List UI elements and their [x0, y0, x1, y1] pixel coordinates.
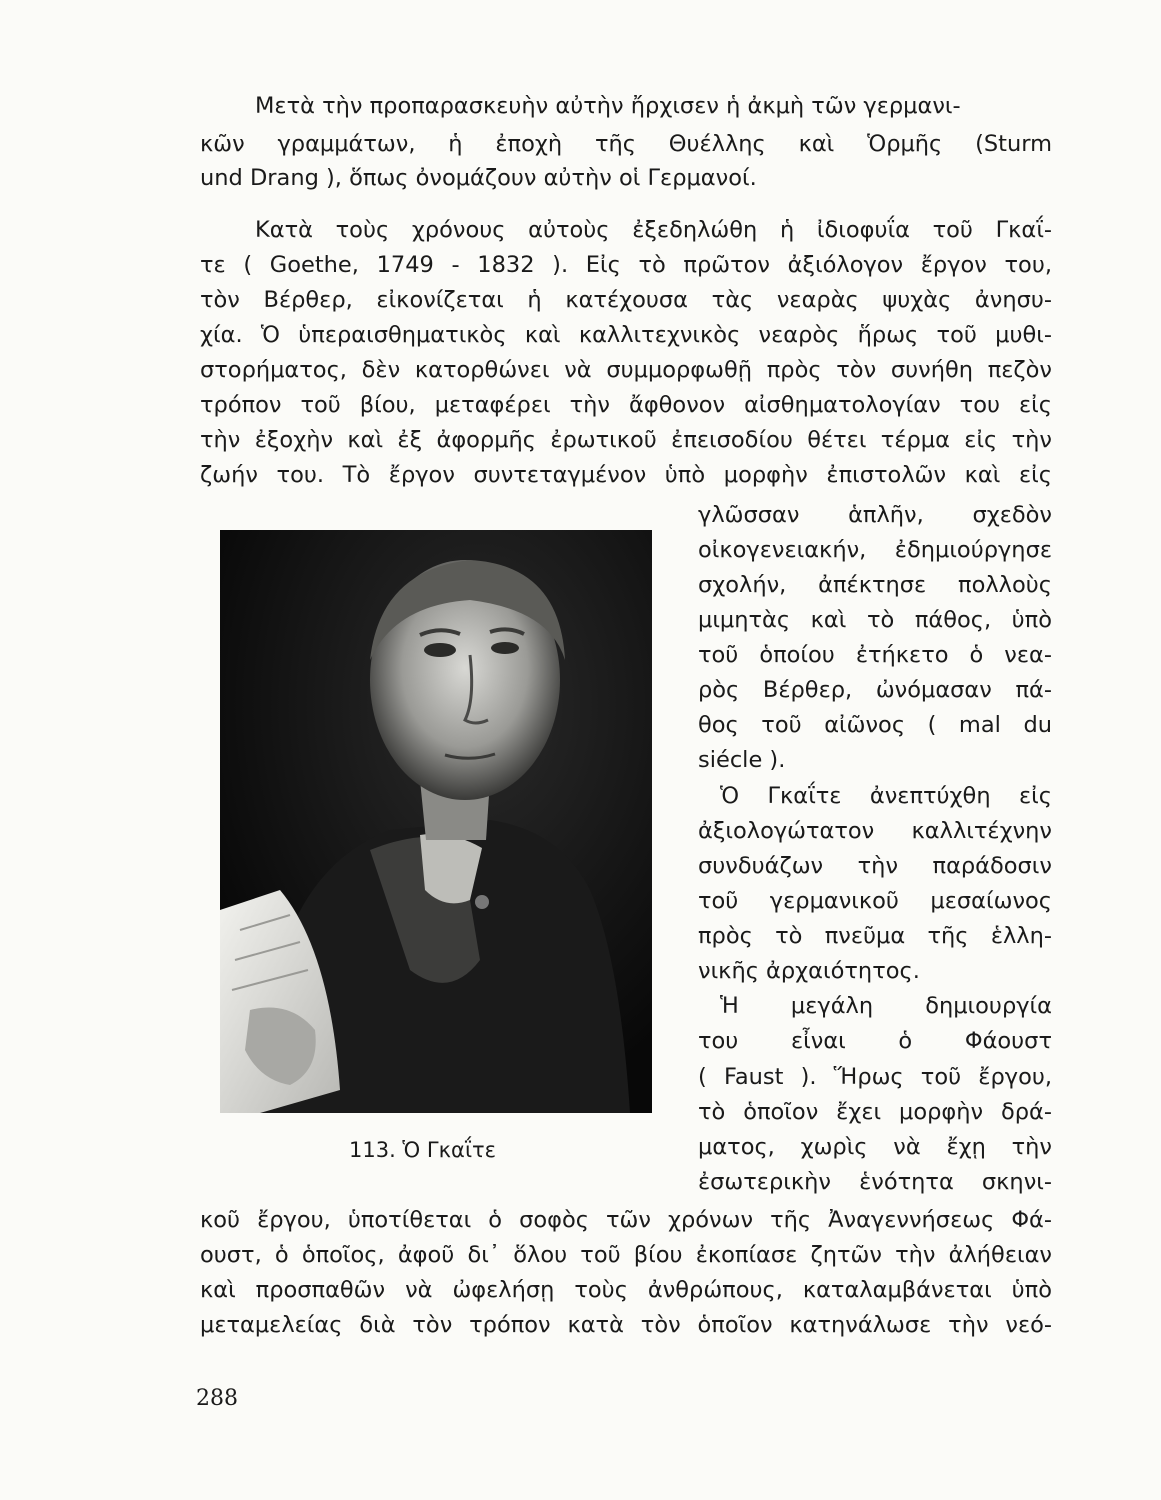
text-line: μεταμελείας διὰ τὸν τρόπον κατὰ τὸν ὁποῖον κατηνάλωσε τὴν νεό- — [200, 1312, 1052, 1338]
text-line: τε ( Goethe, 1749 - 1832 ). Εἰς τὸ πρῶτον ἀξιόλογον ἔργον του, — [200, 252, 1052, 278]
page-number: 288 — [196, 1386, 238, 1411]
text-line: Κατὰ τοὺς χρόνους αὐτοὺς ἐξεδηλώθη ἡ ἰδιοφυΐα τοῦ Γκαΐ- — [255, 217, 1052, 243]
text-line: τοῦ ὁποίου ἐτήκετο ὁ νεα- — [698, 642, 1052, 668]
text-line: καὶ προσπαθῶν νὰ ὠφελήσῃ τοὺς ἀνθρώπους, καταλαμβάνεται ὑπὸ — [200, 1277, 1052, 1303]
text-line: συνδυάζων τὴν παράδοσιν — [698, 853, 1052, 879]
text-line: ἀξιολογώτατον καλλιτέχνην — [698, 818, 1052, 844]
text-line: του εἶναι ὁ Φάουστ — [698, 1028, 1052, 1054]
text-line: στορήματος, δὲν κατορθώνει νὰ συμμορφωθῇ πρὸς τὸν συνήθη πεζὸν — [200, 357, 1052, 383]
text-line: Μετὰ τὴν προπαρασκευὴν αὐτὴν ἤρχισεν ἡ ἀκμὴ τῶν γερμανι- — [255, 93, 961, 119]
text-line: πρὸς τὸ πνεῦμα τῆς ἑλλη- — [698, 923, 1052, 949]
text-line: τὸν Βέρθερ, εἰκονίζεται ἡ κατέχουσα τὰς νεαρὰς ψυχὰς ἀνησυ- — [200, 287, 1052, 313]
text-line: τοῦ γερμανικοῦ μεσαίωνος — [698, 888, 1052, 914]
text-line: σχολήν, ἀπέκτησε πολλοὺς — [698, 572, 1052, 598]
text-line: νικῆς ἀρχαιότητος. — [698, 958, 920, 984]
goethe-portrait — [220, 530, 652, 1113]
text-line: ρὸς Βέρθερ, ὠνόμασαν πά- — [698, 677, 1052, 703]
text-line: τρόπον τοῦ βίου, μεταφέρει τὴν ἄφθονον αἰσθηματολογίαν του εἰς — [200, 392, 1052, 418]
text-line: γλῶσσαν ἁπλῆν, σχεδὸν — [698, 502, 1052, 528]
text-line: ( Faust ). Ἥρως τοῦ ἔργου, — [698, 1064, 1052, 1090]
text-line: χία. Ὁ ὑπεραισθηματικὸς καὶ καλλιτεχνικὸς νεαρὸς ἥρως τοῦ μυθι- — [200, 322, 1052, 348]
text-line: Ἡ μεγάλη δημιουργία — [720, 993, 1052, 1019]
text-line: Ὁ Γκαΐτε ἀνεπτύχθη εἰς — [720, 783, 1052, 809]
text-line: θος τοῦ αἰῶνος ( mal du — [698, 712, 1052, 738]
figure-caption: 113. Ὁ Γκαΐτε — [349, 1138, 496, 1162]
text-line: ζωήν του. Τὸ ἔργον συντεταγμένον ὑπὸ μορφὴν ἐπιστολῶν καὶ εἰς — [200, 462, 1052, 488]
text-line: τὴν ἐξοχὴν καὶ ἐξ ἀφορμῆς ἐρωτικοῦ ἐπεισοδίου θέτει τέρμα εἰς τὴν — [200, 427, 1052, 453]
text-line: siécle ). — [698, 747, 786, 773]
text-line: ἐσωτερικὴν ἑνότητα σκηνι- — [698, 1169, 1052, 1195]
portrait-image — [220, 530, 652, 1113]
text-line: κοῦ ἔργου, ὑποτίθεται ὁ σοφὸς τῶν χρόνων τῆς Ἀναγεννήσεως Φά- — [200, 1207, 1052, 1233]
text-line: οἰκογενειακήν, ἐδημιούργησε — [698, 537, 1052, 563]
text-line: τὸ ὁποῖον ἔχει μορφὴν δρά- — [698, 1099, 1052, 1125]
text-line: und Drang ), ὅπως ὀνομάζουν αὐτὴν οἱ Γερμανοί. — [200, 165, 757, 191]
text-line: κῶν γραμμάτων, ἡ ἐποχὴ τῆς Θυέλλης καὶ Ὁρμῆς (Sturm — [200, 131, 1052, 157]
text-line: μιμητὰς καὶ τὸ πάθος, ὑπὸ — [698, 607, 1052, 633]
text-line: ουστ, ὁ ὁποῖος, ἀφοῦ δι᾽ ὅλου τοῦ βίου ἐκοπίασε ζητῶν τὴν ἀλήθειαν — [200, 1242, 1052, 1268]
text-line: ματος, χωρὶς νὰ ἔχῃ τὴν — [698, 1134, 1052, 1160]
